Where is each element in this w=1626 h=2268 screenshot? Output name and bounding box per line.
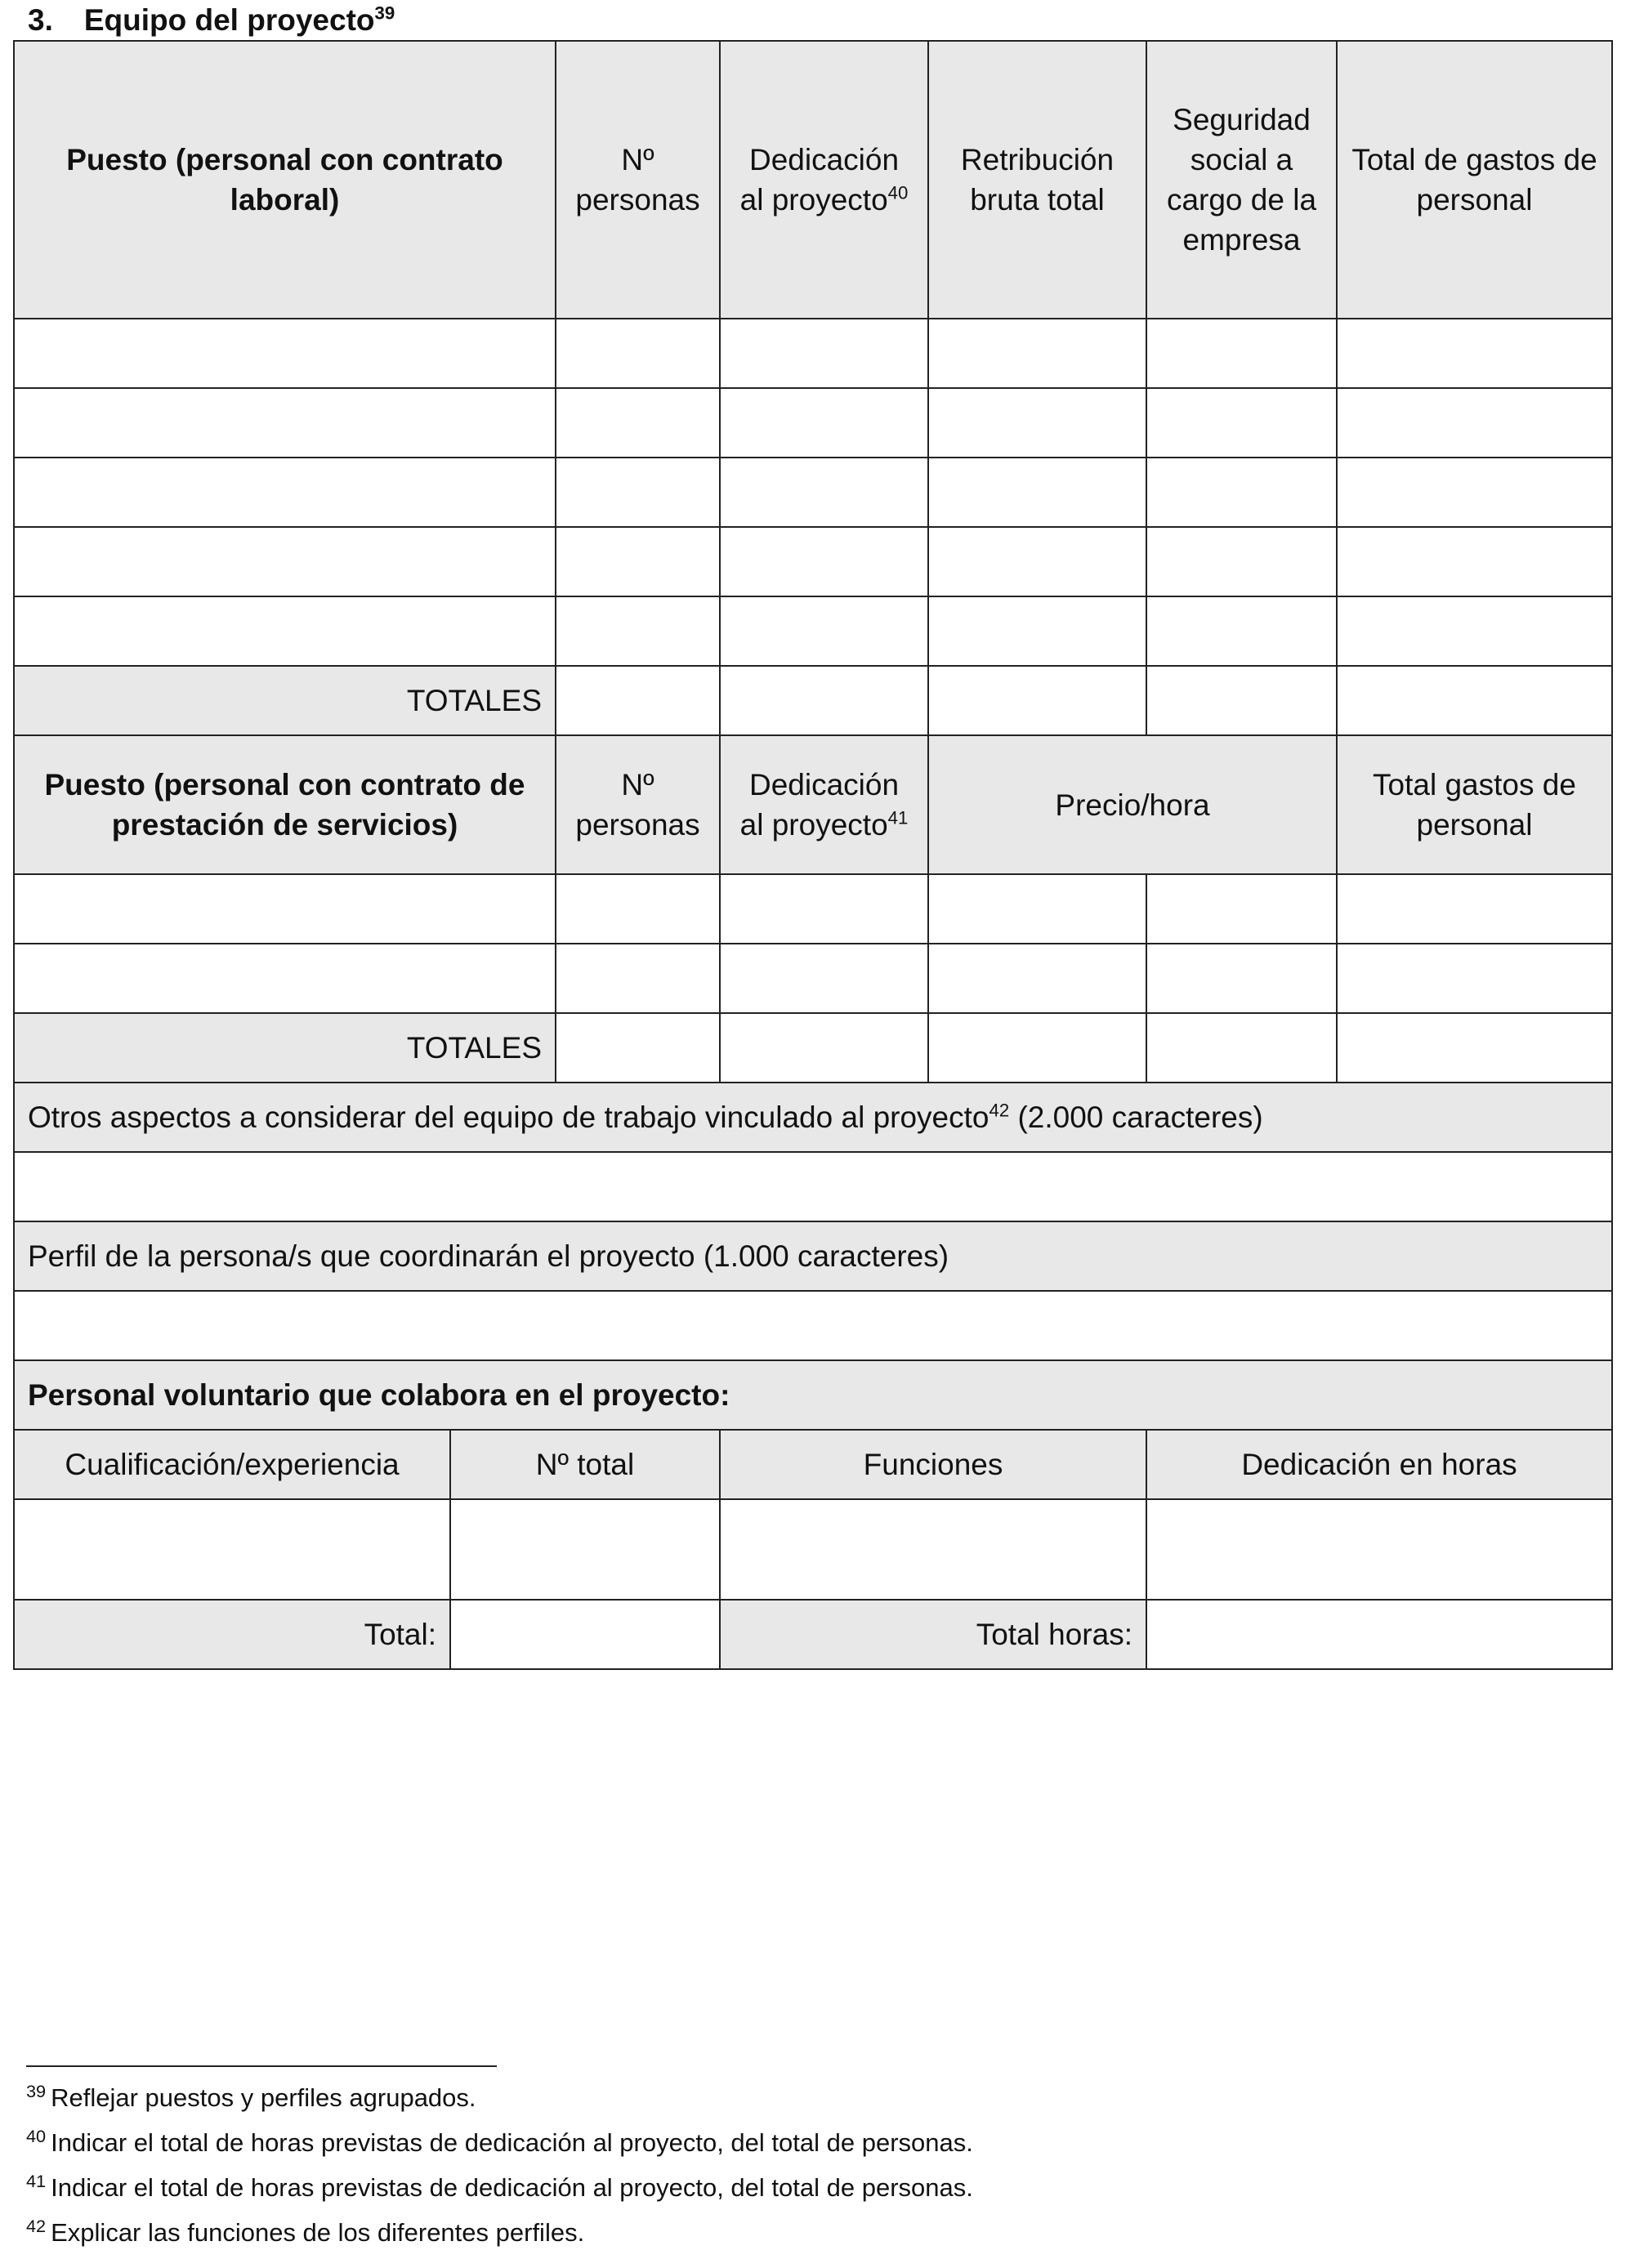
input-cell[interactable] <box>556 388 720 458</box>
input-cell[interactable] <box>720 666 928 735</box>
totals-label: TOTALES <box>14 666 556 735</box>
project-team-table <box>13 40 1613 1670</box>
input-cell[interactable] <box>928 527 1146 596</box>
input-cell[interactable] <box>720 458 928 527</box>
input-cell[interactable] <box>928 666 1146 735</box>
input-cell[interactable] <box>720 388 928 458</box>
input-cell[interactable] <box>720 596 928 666</box>
input-cell[interactable] <box>720 944 928 1013</box>
footnote: $^{41}$ Indicar el total de horas previstas de dedicación al proyecto, del total de personas. <box>26 2170 973 2202</box>
header-precio-hora: Precio/hora <box>928 735 1337 874</box>
input-cell[interactable] <box>14 596 556 666</box>
otros-aspectos-input[interactable] <box>14 1152 1612 1221</box>
total-horas-label: Total horas: <box>720 1600 1146 1669</box>
input-cell[interactable] <box>14 1499 450 1600</box>
footnote-separator <box>26 2065 497 2067</box>
total-input[interactable] <box>450 1600 720 1669</box>
header-cualificacion: Cualificación/experiencia <box>14 1430 450 1499</box>
input-cell[interactable] <box>556 319 720 388</box>
table-row <box>14 388 1612 458</box>
input-cell[interactable] <box>1337 874 1612 944</box>
table-row <box>14 596 1612 666</box>
footnote-ref: 39 <box>374 2 395 24</box>
input-cell[interactable] <box>1146 458 1337 527</box>
table-row <box>14 874 1612 944</box>
input-cell[interactable] <box>1146 666 1337 735</box>
input-cell[interactable] <box>928 458 1146 527</box>
input-cell[interactable] <box>928 1013 1146 1083</box>
input-cell[interactable] <box>1337 944 1612 1013</box>
voluntario-title: Personal voluntario que colabora en el proyecto: <box>14 1360 1612 1430</box>
header-n-personas: Nº personas <box>556 735 720 874</box>
footnote-ref: 42 <box>989 1100 1010 1121</box>
input-cell[interactable] <box>928 944 1146 1013</box>
header-puesto-laboral: Puesto (personal con contrato laboral) <box>14 41 556 319</box>
total-label: Total: <box>14 1600 450 1669</box>
input-cell[interactable] <box>14 458 556 527</box>
input-cell[interactable] <box>556 527 720 596</box>
input-cell[interactable] <box>14 944 556 1013</box>
section-title: Equipo del proyecto <box>83 3 375 37</box>
input-cell[interactable] <box>556 1013 720 1083</box>
perfil-coordinador-input[interactable] <box>14 1291 1612 1360</box>
input-cell[interactable] <box>720 319 928 388</box>
input-cell[interactable] <box>450 1499 720 1600</box>
input-cell[interactable] <box>1146 874 1337 944</box>
total-horas-input[interactable] <box>1146 1600 1612 1669</box>
header-funciones: Funciones <box>720 1430 1146 1499</box>
header-n-total: Nº total <box>450 1430 720 1499</box>
header-seguridad-social: Seguridad social a cargo de la empresa <box>1146 41 1337 319</box>
totals-label: TOTALES <box>14 1013 556 1083</box>
input-cell[interactable] <box>556 874 720 944</box>
footnote: $^{39}$ Reflejar puestos y perfiles agrupados. <box>26 2080 476 2112</box>
input-cell[interactable] <box>556 596 720 666</box>
input-cell[interactable] <box>1337 1013 1612 1083</box>
table-row <box>14 319 1612 388</box>
input-cell[interactable] <box>1337 388 1612 458</box>
header-dedicacion-horas: Dedicación en horas <box>1146 1430 1612 1499</box>
input-cell[interactable] <box>720 1013 928 1083</box>
header-total-gastos: Total de gastos de personal <box>1337 41 1612 319</box>
input-cell[interactable] <box>1146 527 1337 596</box>
input-cell[interactable] <box>14 874 556 944</box>
header-n-personas: Nº personas <box>556 41 720 319</box>
input-cell[interactable] <box>1146 596 1337 666</box>
header-retribucion: Retribución bruta total <box>928 41 1146 319</box>
input-cell[interactable] <box>14 388 556 458</box>
input-cell[interactable] <box>14 527 556 596</box>
input-cell[interactable] <box>720 527 928 596</box>
table-row <box>14 944 1612 1013</box>
footnote-ref: 40 <box>887 182 909 203</box>
footnote-ref: 41 <box>887 807 909 828</box>
section-heading <box>28 3 395 38</box>
input-cell[interactable] <box>1337 319 1612 388</box>
input-cell[interactable] <box>1146 1013 1337 1083</box>
table-row <box>14 527 1612 596</box>
input-cell[interactable] <box>928 596 1146 666</box>
input-cell[interactable] <box>720 1499 1146 1600</box>
header-dedicacion: Dedicación al proyecto$^{40}$ <box>720 41 928 319</box>
input-cell[interactable] <box>1337 458 1612 527</box>
totals-row <box>14 1013 1612 1083</box>
header-total-gastos: Total gastos de personal <box>1337 735 1612 874</box>
footnote: $^{40}$ Indicar el total de horas previstas de dedicación al proyecto, del total de personas. <box>26 2125 973 2157</box>
input-cell[interactable] <box>1337 527 1612 596</box>
footnotes <box>26 2075 973 2255</box>
input-cell[interactable] <box>1146 388 1337 458</box>
input-cell[interactable] <box>720 874 928 944</box>
header-puesto-servicios: Puesto (personal con contrato de prestación de servicios) <box>14 735 556 874</box>
input-cell[interactable] <box>556 458 720 527</box>
input-cell[interactable] <box>14 319 556 388</box>
input-cell[interactable] <box>1337 596 1612 666</box>
input-cell[interactable] <box>556 666 720 735</box>
table-row <box>14 1499 1612 1600</box>
totals-row <box>14 666 1612 735</box>
input-cell[interactable] <box>1146 1499 1612 1600</box>
input-cell[interactable] <box>1146 319 1337 388</box>
header-dedicacion: Dedicación al proyecto$^{41}$ <box>720 735 928 874</box>
footnote: $^{42}$ Explicar las funciones de los diferentes perfiles. <box>26 2215 585 2247</box>
input-cell[interactable] <box>928 319 1146 388</box>
input-cell[interactable] <box>556 944 720 1013</box>
otros-aspectos-label: Otros aspectos a considerar del equipo de trabajo vinculado al proyecto$^{42}$ (2.000 caracteres) <box>14 1083 1612 1152</box>
input-cell[interactable] <box>928 388 1146 458</box>
input-cell[interactable] <box>1146 944 1337 1013</box>
input-cell[interactable] <box>1337 666 1612 735</box>
section-number: 3. <box>28 3 53 37</box>
input-cell[interactable] <box>928 874 1146 944</box>
perfil-coordinador-label: Perfil de la persona/s que coordinarán el proyecto (1.000 caracteres) <box>14 1221 1612 1291</box>
table-row <box>14 458 1612 527</box>
